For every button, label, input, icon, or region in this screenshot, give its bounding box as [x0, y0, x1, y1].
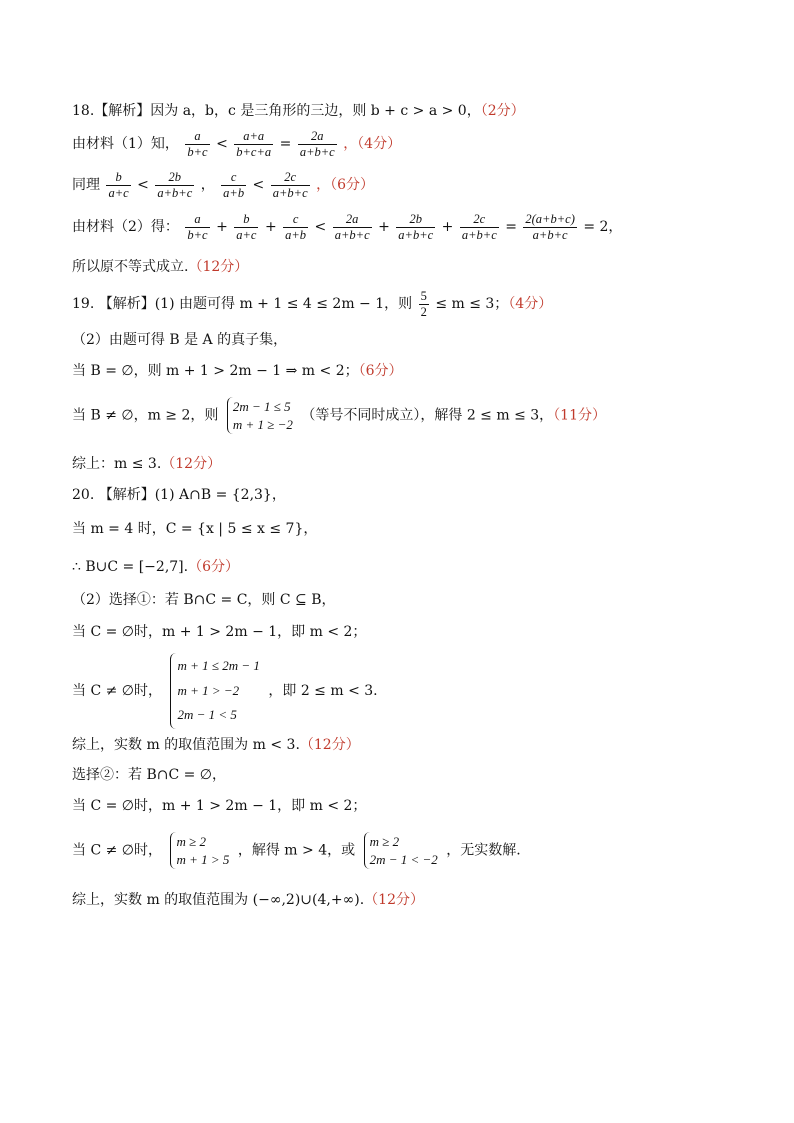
- fraction: $\frac{2a}{a+b+c}$: [299, 129, 335, 159]
- fraction: $\frac{b}{a+c}$: [108, 170, 129, 200]
- fraction: $\frac{5}{2}$: [420, 289, 427, 319]
- q20-choice2-no-solution: ，无实数解.: [446, 842, 521, 859]
- fraction: $\frac{c}{a+b}$: [285, 212, 307, 242]
- q20-part1-text: 20. 【解析】(1) A∩B = {2,3}，: [72, 487, 286, 503]
- equation-system: m ≥ 2 m + 1 > 5: [170, 832, 229, 869]
- q20-choice2-summary-text: 综上，实数 m 的取值范围为 (−∞,2)∪(4,+∞).: [72, 892, 365, 908]
- fraction: $\frac{a}{b+c}$: [187, 129, 208, 159]
- fraction: $\frac{2b}{a+b+c}$: [157, 170, 193, 200]
- q18-material1: [72, 130, 401, 158]
- operator: <: [252, 177, 265, 193]
- q20-choice1-nonempty-label: 当 C ≠ ∅时，: [72, 683, 162, 700]
- q18-similarly-label: 同理: [72, 177, 100, 193]
- q20-choice1: [72, 593, 336, 607]
- score-mark: （2分）: [480, 103, 525, 119]
- q20-choice2-text: 选择②：若 B∩C = ∅，: [72, 767, 227, 783]
- q19-summary: [72, 457, 221, 471]
- q20-choice2: [72, 768, 226, 782]
- q18-material1-label: 由材料（1）知，: [72, 136, 179, 152]
- q20-choice2-empty: [72, 799, 366, 813]
- score-mark: （4分）: [508, 296, 553, 312]
- q19-summary-text: 综上：m ≤ 3.: [72, 456, 162, 472]
- score-mark: ，（6分）: [316, 177, 375, 193]
- q19-empty-case: [72, 364, 403, 378]
- q20-m4: [72, 522, 317, 536]
- q18-intro-text: 18.【解析】因为 a，b，c 是三角形的三边，则 b + c > a > 0，: [72, 103, 481, 119]
- fraction: $\frac{2c}{a+b+c}$: [461, 212, 497, 242]
- equation-system: 2m − 1 ≤ 5 m + 1 ≥ −2: [227, 397, 293, 434]
- q20-m4-text: 当 m = 4 时，C = {x | 5 ≤ x ≤ 7}，: [72, 521, 318, 537]
- q19-part1: [72, 290, 552, 318]
- fraction: $\frac{b}{a+c}$: [236, 212, 257, 242]
- q19-nonempty-label: 当 B ≠ ∅，m ≥ 2，则: [72, 407, 219, 424]
- q18-intro: [72, 104, 525, 118]
- q20-union-text: ∴ B∪C = [−2,7].: [72, 559, 189, 575]
- fraction: $\frac{2(a+b+c)}{a+b+c}$: [525, 212, 575, 242]
- equation-system: m ≥ 2 2m − 1 < −2: [364, 832, 438, 869]
- q19-nonempty-text: （等号不同时成立），解得 2 ≤ m ≤ 3，: [301, 407, 554, 424]
- q20-choice1-nonempty: [72, 653, 378, 729]
- fraction: $\frac{c}{a+b}$: [223, 170, 245, 200]
- q20-part1: [72, 488, 286, 502]
- q19-nonempty-case: [72, 397, 606, 434]
- operator: +: [378, 219, 390, 235]
- fraction: $\frac{2a}{a+b+c}$: [334, 212, 370, 242]
- q20-choice1-nonempty-text: ，即 2 ≤ m < 3.: [268, 683, 378, 700]
- score-mark: （6分）: [188, 559, 240, 575]
- q18-material2-label: 由材料（2）得：: [72, 219, 179, 235]
- operator: =: [279, 136, 292, 152]
- operator: <: [216, 136, 228, 152]
- operator: =: [505, 219, 517, 235]
- q19-part1-result: ≤ m ≤ 3；: [435, 296, 509, 312]
- q18-conclusion-text: 所以原不等式成立.: [72, 259, 189, 275]
- fraction: $\frac{2b}{a+b+c}$: [398, 212, 434, 242]
- q20-choice1-summary: [72, 738, 360, 752]
- score-mark: （11分）: [553, 407, 607, 424]
- fraction: $\frac{a}{b+c}$: [187, 212, 208, 242]
- equation-system: m + 1 ≤ 2m − 1 m + 1 > −2 2m − 1 < 5: [170, 653, 259, 729]
- q20-choice1-text: （2）选择①：若 B∩C = C，则 C ⊆ B，: [72, 592, 336, 608]
- q18-similarly: [72, 171, 374, 199]
- fraction: $\frac{a+a}{b+c+a}$: [236, 129, 272, 159]
- score-mark: （6分）: [358, 363, 403, 379]
- q20-choice2-nonempty: [72, 832, 521, 869]
- q18-conclusion: [72, 260, 248, 274]
- score-mark: （12分）: [299, 737, 360, 753]
- separator: ，: [200, 177, 215, 193]
- q20-choice2-summary: [72, 893, 424, 907]
- q19-part2: [72, 333, 287, 347]
- q20-union: [72, 560, 239, 574]
- q18-material2: [72, 213, 622, 241]
- q20-choice1-empty: [72, 625, 366, 639]
- q19-part2-text: （2）由题可得 B 是 A 的真子集，: [72, 332, 288, 348]
- q20-choice1-summary-text: 综上，实数 m 的取值范围为 m < 3.: [72, 737, 300, 753]
- score-mark: （12分）: [364, 892, 424, 908]
- score-mark: （12分）: [161, 456, 222, 472]
- operator: +: [264, 219, 277, 235]
- score-mark: ，（4分）: [343, 136, 402, 152]
- q19-empty-case-text: 当 B = ∅，则 m + 1 > 2m − 1 ⇒ m < 2；: [72, 363, 359, 379]
- q20-choice2-nonempty-label: 当 C ≠ ∅时，: [72, 842, 162, 859]
- result-text: = 2，: [583, 219, 623, 235]
- score-mark: （12分）: [188, 259, 249, 275]
- q20-choice2-nonempty-text: ，解得 m > 4，或: [237, 842, 356, 859]
- operator: <: [314, 219, 327, 235]
- operator: +: [441, 219, 454, 235]
- q20-choice1-empty-text: 当 C = ∅时，m + 1 > 2m − 1，即 m < 2；: [72, 624, 367, 640]
- fraction: $\frac{2c}{a+b+c}$: [272, 170, 308, 200]
- q20-choice2-empty-text: 当 C = ∅时，m + 1 > 2m − 1，即 m < 2；: [72, 798, 367, 814]
- q19-part1-text: 19. 【解析】(1) 由题可得 m + 1 ≤ 4 ≤ 2m − 1，则: [72, 296, 413, 312]
- operator: +: [216, 219, 228, 235]
- operator: <: [137, 177, 149, 193]
